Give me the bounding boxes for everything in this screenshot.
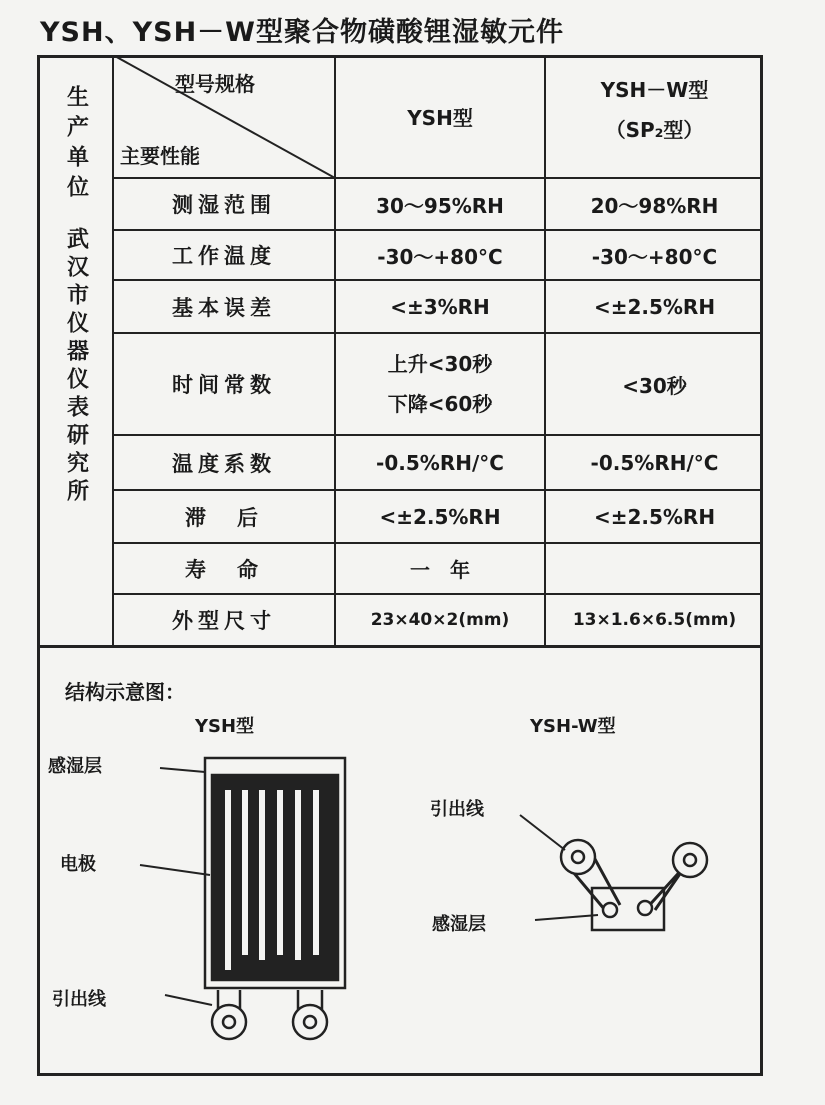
yshw-element-drawing [520, 815, 707, 930]
ysh-electrode-label: 电极 [60, 854, 96, 875]
ysh-lead-label: 引出线 [52, 989, 106, 1010]
ysh-value: 一 年 [410, 558, 470, 582]
ysh-value: <±3%RH [390, 294, 490, 319]
yshw-value: -30～+80°C [591, 244, 718, 269]
ysh-value: -0.5%RH/°C [376, 450, 504, 475]
yshw-value: 20～98%RH [590, 193, 719, 218]
yshw-value: <±2.5%RH [593, 504, 716, 529]
document-title: YSH、YSH－W型聚合物磺酸锂湿敏元件 [40, 17, 564, 48]
col-header-ysh: YSH型 [407, 105, 473, 130]
yshw-value: <±2.5%RH [593, 294, 716, 319]
ysh-value-line: 上升<30秒 [387, 352, 493, 376]
ysh-element-drawing [140, 758, 345, 1039]
row-label: 寿 命 [185, 557, 263, 582]
yshw-diagram-label: YSH-W型 [530, 716, 616, 737]
row-label: 工作温度 [172, 244, 276, 268]
diagram-title: 结构示意图： [65, 680, 185, 704]
ysh-value: 30～95%RH [376, 193, 504, 218]
yshw-lead-label: 引出线 [430, 799, 484, 820]
row-label: 时间常数 [172, 373, 276, 397]
row-label: 外型尺寸 [172, 609, 276, 633]
ysh-value: <±2.5%RH [379, 504, 501, 529]
performance-header: 主要性能 [120, 144, 200, 168]
row-label: 基本误差 [172, 295, 276, 320]
yshw-value: 13×1.6×6.5(mm) [572, 610, 737, 630]
ysh-value: 23×40×2(mm) [370, 610, 510, 630]
manufacturer-name: 武汉市仪器仪表研究所 [63, 227, 89, 507]
manufacturer-label: 生产单位 [63, 85, 89, 205]
row-label: 测湿范围 [172, 193, 276, 217]
yshw-sensing-layer-label: 感湿层 [432, 914, 486, 935]
spec-header: 型号规格 [175, 72, 255, 96]
ysh-value: -30～+80°C [377, 244, 503, 269]
ysh-diagram-label: YSH型 [195, 716, 255, 737]
yshw-value: -0.5%RH/°C [590, 450, 719, 475]
ysh-sensing-layer-label: 感湿层 [48, 756, 102, 777]
row-label: 滞 后 [185, 505, 263, 530]
col-header-yshw-name: YSH－W型 [600, 78, 709, 102]
ysh-value-line: 下降<60秒 [387, 392, 493, 416]
col-header-yshw-alt: （SP₂型） [605, 118, 704, 142]
row-label: 温度系数 [172, 451, 276, 476]
yshw-value: <30秒 [622, 373, 687, 398]
